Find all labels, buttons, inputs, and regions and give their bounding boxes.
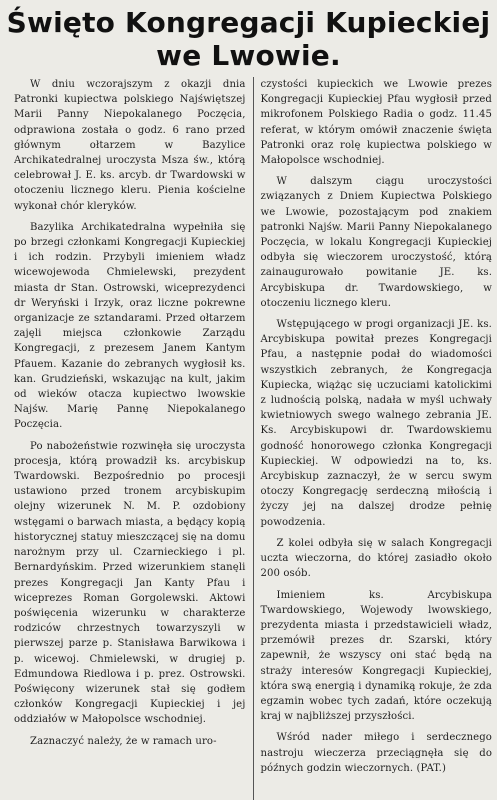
headline-line-1: Święto Kongregacji Kupieckiej: [6, 6, 491, 39]
article-headline: [6, 6, 491, 72]
paragraph: Wstępującego w progi organizacji JE. ks. Arcybiskupa powitał prezes Kongregacji Pfau, a następnie podał do wiadomości wszystkich zebranych, że Kongregacja Kupiecka, wiążąc się uczuciami katolickimi z ludnością polską, nadała w myśl uchwały kwietniowych swego walnego zebrania JE. Ks. Arcybiskupowi dr. Twardowskiemu godność honorowego członka Kongregacji Kupieckiej. W odpowiedzi na to, ks. Arcybiskup zaznaczył, że w sercu swym otoczy Kongregację serdeczną miłością i życzy jej na dalszej drodze pełnię powodzenia.: [260, 319, 492, 528]
paragraph: Imieniem ks. Arcybiskupa Twardowskiego, Wojewody lwowskiego, prezydenta miasta i przedstawicieli władz, przemówił prezes dr. Szarski, który zapewnił, że wszyscy oni stać będą na straży interesów Kongregacji Kupieckiej, która swą energią i dynamiką rokuje, że zda egzamin wobec tych zadań, które oczekują kraj w najbliższej przyszłości.: [260, 589, 492, 723]
paragraph: W dalszym ciągu uroczystości związanych z Dniem Kupiectwa Polskiego we Lwowie, pozostającym pod znakiem patronki Najśw. Marii Panny Niepokalanego Poczęcia, w lokalu Kongregacji Kupieckiej odbyła się wieczorem uroczystość, którą zainaugurowało powitanie JE. ks. Arcybiskupa dr. Twardowskiego, w otoczeniu licznego kleru.: [260, 176, 492, 309]
paragraph: Z kolei odbyła się w salach Kongregacji uczta wieczorna, do której zasiadło około 200 osób.: [260, 537, 492, 580]
paragraph: Wśród nader miłego i serdecznego nastroju wieczerza przeciągnęła się do późnych godzin wieczornych. (PAT.): [260, 732, 492, 774]
article-body: [14, 77, 492, 800]
headline-line-2: we Lwowie.: [156, 39, 341, 72]
right-column: [254, 77, 493, 800]
paragraph: Zaznaczyć należy, że w ramach uro-: [30, 735, 217, 747]
paragraph: czystości kupieckich we Lwowie prezes Kongregacji Kupieckiej Pfau wygłosił przed mikrofonem Polskiego Radia o godz. 11.45 referat, w którym omówił znaczenie święta Patronki oraz rolę kupiectwa polskiego w Małopolsce wschodniej.: [260, 79, 492, 167]
paragraph: W dniu wczorajszym z okazji dnia Patronki kupiectwa polskiego Najświętszej Marii Panny Niepokalanego Poczęcia, odprawiona została o godz. 6 rano przed głównym ołtarzem w Bazylice Archikatedralnej uroczysta Msza św., którą celebrował J. E. ks. arcyb. dr Twardowski w otoczeniu licznego kleru. Pienia kościelne wykonał chór kleryków.: [14, 79, 246, 212]
left-column: [14, 77, 253, 800]
paragraph: Po nabożeństwie rozwinęła się uroczysta procesja, którą prowadził ks. arcybiskup Twardowski. Bezpośrednio po procesji ustawiono przed tronem arcybiskupim olejny wizerunek N. M. P. ozdobiony wstęgami o barwach miasta, a będący kopią historycznej statuy mieszczącej się na domu narożnym przy ul. Czarnieckiego i pl. Bernardyńskim. Przed wizerunkiem stanęli prezes Kongregacji Jan Kanty Pfau i wiceprezes Roman Gorgolewski. Aktowi poświęcenia wizerunku w charakterze rodziców chrzestnych towarzyszyli w pierwszej parze p. Stanisława Barwikowa i p. wicewoj. Chmielewski, w drugiej p. Edmundowa Riedlowa i p. prez. Ostrowski. Poświęcony wizerunek stał się godłem członków Kongregacji Kupieckiej i jej oddziałów w Małopolsce wschodniej.: [14, 440, 246, 726]
paragraph: Bazylika Archikatedralna wypełniła się po brzegi członkami Kongregacji Kupieckiej i ich rodzin. Przybyli imieniem władz wicewojewoda Chmielewski, prezydent miasta dr Stan. Ostrowski, wiceprezydenci dr Weryński i Irzyk, oraz liczne pokrewne organizacje ze sztandarami. Przed ołtarzem zajęli miejsca członkowie Zarządu Kongregacji, z prezesem Janem Kantym Pfauem. Kazanie do zebranych wygłosił ks. kan. Grudzieński, wskazując na kult, jakim od wieków otacza kupiectwo lwowskie Najśw. Marię Pannę Niepokalanego Poczęcia.: [14, 221, 246, 431]
